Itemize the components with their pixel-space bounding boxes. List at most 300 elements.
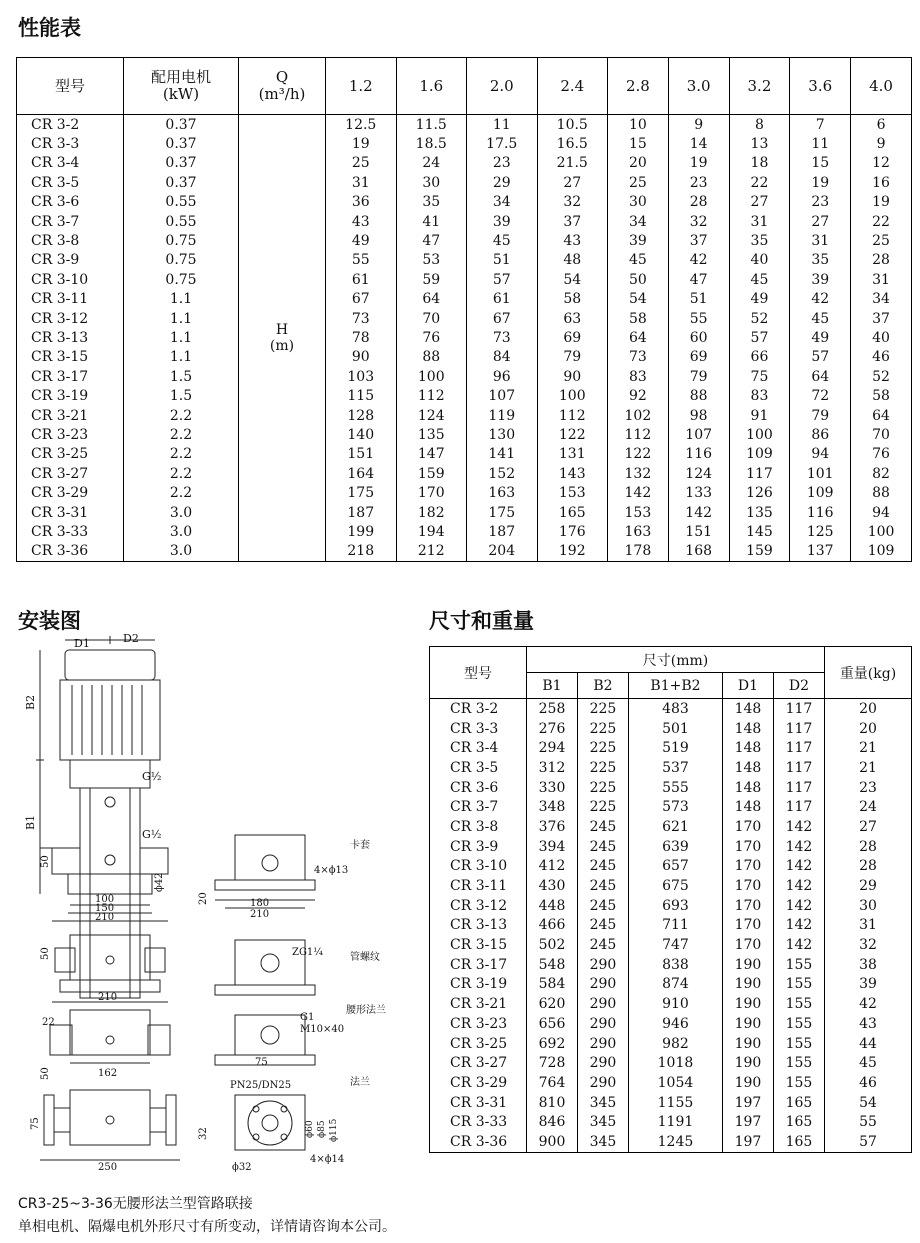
- dimension-cell: 1018: [628, 1053, 722, 1073]
- head-value-cell: 115: [326, 386, 397, 405]
- installation-title: 安装图: [18, 609, 81, 633]
- head-value-cell: 59: [396, 270, 467, 289]
- table-row: [430, 778, 912, 798]
- weight-cell: 42: [825, 994, 912, 1014]
- dimension-cell: 312: [527, 758, 578, 778]
- head-value-cell: 34: [608, 212, 669, 231]
- weight-cell: 30: [825, 896, 912, 916]
- head-value-cell: 29: [467, 173, 538, 192]
- model-cell: CR 3-21: [17, 406, 124, 425]
- head-value-cell: 94: [851, 503, 912, 522]
- dimension-cell: 155: [773, 955, 824, 975]
- dimension-cell: 225: [577, 719, 628, 739]
- table-row: [430, 975, 912, 995]
- weight-cell: 46: [825, 1073, 912, 1093]
- head-value-cell: 100: [729, 425, 790, 444]
- header-flow: 2.4: [537, 58, 608, 115]
- label-210-c: 210: [250, 909, 270, 920]
- model-cell: CR 3-21: [430, 994, 527, 1014]
- dimension-cell: 190: [722, 1014, 773, 1034]
- head-value-cell: 11: [467, 115, 538, 135]
- dimension-cell: 692: [527, 1034, 578, 1054]
- dims-header-col: B1+B2: [628, 673, 722, 699]
- head-value-cell: 39: [467, 212, 538, 231]
- head-value-cell: 50: [608, 270, 669, 289]
- head-value-cell: 124: [396, 406, 467, 425]
- table-row: [430, 1053, 912, 1073]
- model-cell: CR 3-36: [430, 1132, 527, 1152]
- head-value-cell: 22: [851, 212, 912, 231]
- head-value-cell: 24: [396, 154, 467, 173]
- dimension-cell: 190: [722, 975, 773, 995]
- dimension-cell: 197: [722, 1132, 773, 1152]
- dimension-cell: 290: [577, 1073, 628, 1093]
- table-row: [17, 348, 912, 367]
- dims-header-size: 尺寸(mm): [527, 647, 825, 673]
- dimension-cell: 290: [577, 1034, 628, 1054]
- dimension-cell: 225: [577, 738, 628, 758]
- head-value-cell: 67: [326, 290, 397, 309]
- motor-kw-cell: 3.0: [124, 522, 239, 541]
- label-m10: M10×40: [300, 1024, 345, 1035]
- dims-header-col: D2: [773, 673, 824, 699]
- head-value-cell: 16.5: [537, 134, 608, 153]
- head-value-cell: 100: [851, 522, 912, 541]
- dimension-cell: 276: [527, 719, 578, 739]
- dimension-cell: 155: [773, 1073, 824, 1093]
- head-value-cell: 124: [668, 464, 729, 483]
- weight-cell: 39: [825, 975, 912, 995]
- weight-cell: 43: [825, 1014, 912, 1034]
- head-value-cell: 37: [851, 309, 912, 328]
- head-value-cell: 192: [537, 542, 608, 562]
- dimension-cell: 711: [628, 916, 722, 936]
- dimension-cell: 142: [773, 817, 824, 837]
- dims-header-weight: 重量(kg): [825, 647, 912, 699]
- variant-flange: [40, 1090, 180, 1160]
- table-row: [17, 425, 912, 444]
- dimension-cell: 910: [628, 994, 722, 1014]
- dimension-cell: 483: [628, 699, 722, 719]
- dimension-cell: 245: [577, 916, 628, 936]
- table-row: [430, 817, 912, 837]
- head-value-cell: 30: [396, 173, 467, 192]
- table-row: [430, 719, 912, 739]
- head-value-cell: 36: [326, 193, 397, 212]
- head-value-cell: 58: [608, 309, 669, 328]
- head-value-cell: 9: [851, 134, 912, 153]
- weight-cell: 21: [825, 758, 912, 778]
- motor-kw-cell: 2.2: [124, 483, 239, 502]
- dimension-cell: 155: [773, 994, 824, 1014]
- head-value-cell: 178: [608, 542, 669, 562]
- dimension-cell: 501: [628, 719, 722, 739]
- table-row: [17, 386, 912, 405]
- model-cell: CR 3-4: [17, 154, 124, 173]
- motor-kw-cell: 3.0: [124, 503, 239, 522]
- head-value-cell: 151: [326, 445, 397, 464]
- head-value-cell: 90: [326, 348, 397, 367]
- model-cell: CR 3-8: [430, 817, 527, 837]
- head-value-cell: 175: [326, 483, 397, 502]
- model-cell: CR 3-2: [430, 699, 527, 719]
- head-value-cell: 141: [467, 445, 538, 464]
- dimension-cell: 165: [773, 1132, 824, 1152]
- model-cell: CR 3-27: [430, 1053, 527, 1073]
- dimension-cell: 675: [628, 876, 722, 896]
- head-value-cell: 40: [851, 328, 912, 347]
- label-150: 150: [95, 903, 115, 914]
- dimension-cell: 1155: [628, 1093, 722, 1113]
- motor-kw-cell: 0.55: [124, 193, 239, 212]
- head-value-cell: 18: [729, 154, 790, 173]
- head-value-cell: 45: [729, 270, 790, 289]
- table-row: [430, 1014, 912, 1034]
- motor-kw-cell: 0.37: [124, 115, 239, 135]
- head-value-cell: 72: [790, 386, 851, 405]
- dims-header-col: B2: [577, 673, 628, 699]
- dims-header-col: D1: [722, 673, 773, 699]
- motor-kw-cell: 0.37: [124, 173, 239, 192]
- dimension-cell: 225: [577, 797, 628, 817]
- dimension-cell: 584: [527, 975, 578, 995]
- model-cell: CR 3-2: [17, 115, 124, 135]
- head-value-cell: 54: [537, 270, 608, 289]
- weight-cell: 45: [825, 1053, 912, 1073]
- dimension-cell: 693: [628, 896, 722, 916]
- model-cell: CR 3-33: [17, 522, 124, 541]
- head-value-cell: 27: [790, 212, 851, 231]
- dimension-cell: 502: [527, 935, 578, 955]
- label-g1: G1: [300, 1012, 315, 1023]
- motor-kw-cell: 2.2: [124, 445, 239, 464]
- table-row: [17, 173, 912, 192]
- head-value-cell: 88: [396, 348, 467, 367]
- head-value-cell: 20: [608, 154, 669, 173]
- head-value-cell: 83: [608, 367, 669, 386]
- model-cell: CR 3-23: [17, 425, 124, 444]
- table-row: [17, 445, 912, 464]
- dimension-cell: 142: [773, 896, 824, 916]
- head-value-cell: 91: [729, 406, 790, 425]
- head-value-cell: 109: [851, 542, 912, 562]
- weight-cell: 27: [825, 817, 912, 837]
- head-value-cell: 67: [467, 309, 538, 328]
- head-value-cell: 92: [608, 386, 669, 405]
- head-value-cell: 131: [537, 445, 608, 464]
- label-kataos: 卡套: [350, 840, 370, 851]
- head-value-cell: 39: [608, 231, 669, 250]
- dimension-cell: 170: [722, 916, 773, 936]
- table-row: [17, 193, 912, 212]
- dimension-cell: 900: [527, 1132, 578, 1152]
- head-value-cell: 42: [790, 290, 851, 309]
- head-value-cell: 31: [790, 231, 851, 250]
- header-flow: 1.2: [326, 58, 397, 115]
- dimension-cell: 1054: [628, 1073, 722, 1093]
- head-value-cell: 100: [396, 367, 467, 386]
- head-value-cell: 10.5: [537, 115, 608, 135]
- dims-header-model: 型号: [430, 647, 527, 699]
- head-value-cell: 199: [326, 522, 397, 541]
- weight-cell: 28: [825, 857, 912, 877]
- weight-cell: 28: [825, 837, 912, 857]
- head-value-cell: 64: [396, 290, 467, 309]
- motor-kw-cell: 1.1: [124, 290, 239, 309]
- head-value-cell: 107: [467, 386, 538, 405]
- head-value-cell: 41: [396, 212, 467, 231]
- head-value-cell: 39: [790, 270, 851, 289]
- head-value-cell: 22: [729, 173, 790, 192]
- head-value-cell: 35: [396, 193, 467, 212]
- label-75-b: 75: [255, 1057, 268, 1068]
- head-value-cell: 16: [851, 173, 912, 192]
- head-value-cell: 122: [608, 445, 669, 464]
- label-phi32: ϕ32: [232, 1162, 252, 1173]
- head-value-cell: 159: [729, 542, 790, 562]
- model-cell: CR 3-6: [17, 193, 124, 212]
- head-value-cell: 165: [537, 503, 608, 522]
- motor-kw-cell: 0.75: [124, 231, 239, 250]
- head-value-cell: 32: [537, 193, 608, 212]
- label-b2: B2: [24, 694, 37, 710]
- dimensions-header-row-1: [430, 647, 912, 673]
- label-d1: D1: [74, 637, 90, 650]
- dimension-cell: 170: [722, 837, 773, 857]
- model-cell: CR 3-31: [17, 503, 124, 522]
- head-value-cell: 64: [790, 367, 851, 386]
- dimension-cell: 142: [773, 935, 824, 955]
- model-cell: CR 3-11: [17, 290, 124, 309]
- head-value-cell: 49: [729, 290, 790, 309]
- head-value-cell: 73: [467, 328, 538, 347]
- plan-flange: [235, 1095, 305, 1150]
- head-value-cell: 140: [326, 425, 397, 444]
- label-75-a: 75: [30, 1117, 41, 1130]
- head-value-cell: 17.5: [467, 134, 538, 153]
- head-value-cell: 21.5: [537, 154, 608, 173]
- dimension-cell: 290: [577, 1014, 628, 1034]
- header-motor-label: 配用电机: [150, 68, 211, 86]
- dimension-cell: 197: [722, 1112, 773, 1132]
- label-50-b: 50: [40, 947, 51, 960]
- model-cell: CR 3-8: [17, 231, 124, 250]
- head-value-cell: 14: [668, 134, 729, 153]
- dimension-cell: 170: [722, 876, 773, 896]
- head-value-cell: 19: [326, 134, 397, 153]
- label-b1: B1: [24, 814, 37, 830]
- model-cell: CR 3-9: [17, 251, 124, 270]
- dimension-cell: 294: [527, 738, 578, 758]
- dimension-cell: 639: [628, 837, 722, 857]
- table-row: [17, 367, 912, 386]
- head-value-cell: 73: [608, 348, 669, 367]
- label-waist-flange: 腰形法兰: [346, 1005, 386, 1016]
- head-value-cell: 112: [537, 406, 608, 425]
- weight-cell: 24: [825, 797, 912, 817]
- header-model: 型号: [17, 58, 124, 115]
- label-210-b: 210: [98, 992, 118, 1003]
- dimension-cell: 155: [773, 1053, 824, 1073]
- model-cell: CR 3-23: [430, 1014, 527, 1034]
- table-row: [17, 251, 912, 270]
- head-label-cell: [239, 115, 326, 562]
- head-value-cell: 52: [729, 309, 790, 328]
- head-value-cell: 49: [326, 231, 397, 250]
- dimension-cell: 466: [527, 916, 578, 936]
- head-value-cell: 25: [608, 173, 669, 192]
- dimension-cell: 190: [722, 1034, 773, 1054]
- head-value-cell: 122: [537, 425, 608, 444]
- weight-cell: 20: [825, 699, 912, 719]
- table-row: [17, 406, 912, 425]
- header-motor: [124, 58, 239, 115]
- head-value-cell: 49: [790, 328, 851, 347]
- model-cell: CR 3-29: [17, 483, 124, 502]
- head-value-cell: 116: [668, 445, 729, 464]
- head-value-cell: 107: [668, 425, 729, 444]
- dimension-cell: 245: [577, 857, 628, 877]
- head-value-cell: 27: [729, 193, 790, 212]
- dimension-cell: 190: [722, 994, 773, 1014]
- table-row: [17, 290, 912, 309]
- table-row: [430, 955, 912, 975]
- dimension-cell: 148: [722, 738, 773, 758]
- head-value-cell: 45: [790, 309, 851, 328]
- weight-cell: 31: [825, 916, 912, 936]
- head-value-cell: 83: [729, 386, 790, 405]
- head-value-cell: 103: [326, 367, 397, 386]
- table-row: [17, 154, 912, 173]
- label-50-c: 50: [40, 1067, 51, 1080]
- head-value-cell: 15: [608, 134, 669, 153]
- motor-kw-cell: 1.1: [124, 348, 239, 367]
- header-flow: 1.6: [396, 58, 467, 115]
- dimension-cell: 838: [628, 955, 722, 975]
- head-value-cell: 57: [729, 328, 790, 347]
- head-value-cell: 218: [326, 542, 397, 562]
- head-value-cell: 212: [396, 542, 467, 562]
- dimension-cell: 170: [722, 857, 773, 877]
- head-value-cell: 6: [851, 115, 912, 135]
- model-cell: CR 3-25: [430, 1034, 527, 1054]
- dimension-cell: 117: [773, 738, 824, 758]
- table-row: [17, 212, 912, 231]
- motor-kw-cell: 2.2: [124, 406, 239, 425]
- weight-cell: 57: [825, 1132, 912, 1152]
- table-row: [430, 935, 912, 955]
- dimension-cell: 430: [527, 876, 578, 896]
- performance-title: 性能表: [18, 16, 81, 40]
- model-cell: CR 3-3: [430, 719, 527, 739]
- model-cell: CR 3-4: [430, 738, 527, 758]
- motor-kw-cell: 0.75: [124, 270, 239, 289]
- head-value-cell: 137: [790, 542, 851, 562]
- table-row: [17, 542, 912, 562]
- model-cell: CR 3-5: [430, 758, 527, 778]
- model-cell: CR 3-11: [430, 876, 527, 896]
- head-value-cell: 63: [537, 309, 608, 328]
- dimension-cell: 345: [577, 1112, 628, 1132]
- head-value-cell: 31: [326, 173, 397, 192]
- head-value-cell: 23: [790, 193, 851, 212]
- head-value-cell: 25: [851, 231, 912, 250]
- model-cell: CR 3-33: [430, 1112, 527, 1132]
- model-cell: CR 3-17: [17, 367, 124, 386]
- head-value-cell: 25: [326, 154, 397, 173]
- header-q-unit: (m³/h): [258, 85, 306, 103]
- dimension-cell: 946: [628, 1014, 722, 1034]
- head-value-cell: 112: [396, 386, 467, 405]
- label-phi60: ϕ60: [305, 1120, 315, 1138]
- motor-kw-cell: 2.2: [124, 464, 239, 483]
- dimension-cell: 810: [527, 1093, 578, 1113]
- table-row: [430, 994, 912, 1014]
- head-value-cell: 8: [729, 115, 790, 135]
- head-value-cell: 182: [396, 503, 467, 522]
- header-flow: 4.0: [851, 58, 912, 115]
- head-value-cell: 152: [467, 464, 538, 483]
- head-value-cell: 32: [668, 212, 729, 231]
- label-pn: PN25/DN25: [230, 1080, 292, 1091]
- head-value-cell: 51: [668, 290, 729, 309]
- label-d2: D2: [123, 632, 139, 645]
- model-cell: CR 3-10: [430, 857, 527, 877]
- head-value-cell: 47: [668, 270, 729, 289]
- table-row: [17, 115, 912, 135]
- dimension-cell: 519: [628, 738, 722, 758]
- head-value-cell: 168: [668, 542, 729, 562]
- table-row: [17, 503, 912, 522]
- head-value-cell: 61: [326, 270, 397, 289]
- head-value-cell: 109: [729, 445, 790, 464]
- dimension-cell: 170: [722, 896, 773, 916]
- label-phi85: ϕ85: [317, 1120, 327, 1138]
- header-q-label: Q: [275, 68, 289, 86]
- table-row: [430, 857, 912, 877]
- table-row: [17, 483, 912, 502]
- head-value-cell: 125: [790, 522, 851, 541]
- head-value-cell: 170: [396, 483, 467, 502]
- table-row: [17, 231, 912, 250]
- dimension-cell: 348: [527, 797, 578, 817]
- dimension-cell: 548: [527, 955, 578, 975]
- head-value-cell: 130: [467, 425, 538, 444]
- dimension-cell: 148: [722, 797, 773, 817]
- dimension-cell: 728: [527, 1053, 578, 1073]
- weight-cell: 20: [825, 719, 912, 739]
- table-row: [430, 1034, 912, 1054]
- motor-kw-cell: 1.1: [124, 309, 239, 328]
- head-value-cell: 187: [326, 503, 397, 522]
- dimension-cell: 117: [773, 778, 824, 798]
- table-row: [17, 522, 912, 541]
- dimension-cell: 330: [527, 778, 578, 798]
- head-value-cell: 47: [396, 231, 467, 250]
- head-value-cell: 86: [790, 425, 851, 444]
- header-flow: 2.0: [467, 58, 538, 115]
- head-value-cell: 46: [851, 348, 912, 367]
- head-value-cell: 28: [851, 251, 912, 270]
- weight-cell: 55: [825, 1112, 912, 1132]
- head-value-cell: 133: [668, 483, 729, 502]
- performance-table: [16, 57, 912, 562]
- model-cell: CR 3-12: [17, 309, 124, 328]
- dimension-cell: 142: [773, 857, 824, 877]
- head-value-cell: 45: [467, 231, 538, 250]
- dimension-cell: 142: [773, 876, 824, 896]
- dimension-cell: 290: [577, 975, 628, 995]
